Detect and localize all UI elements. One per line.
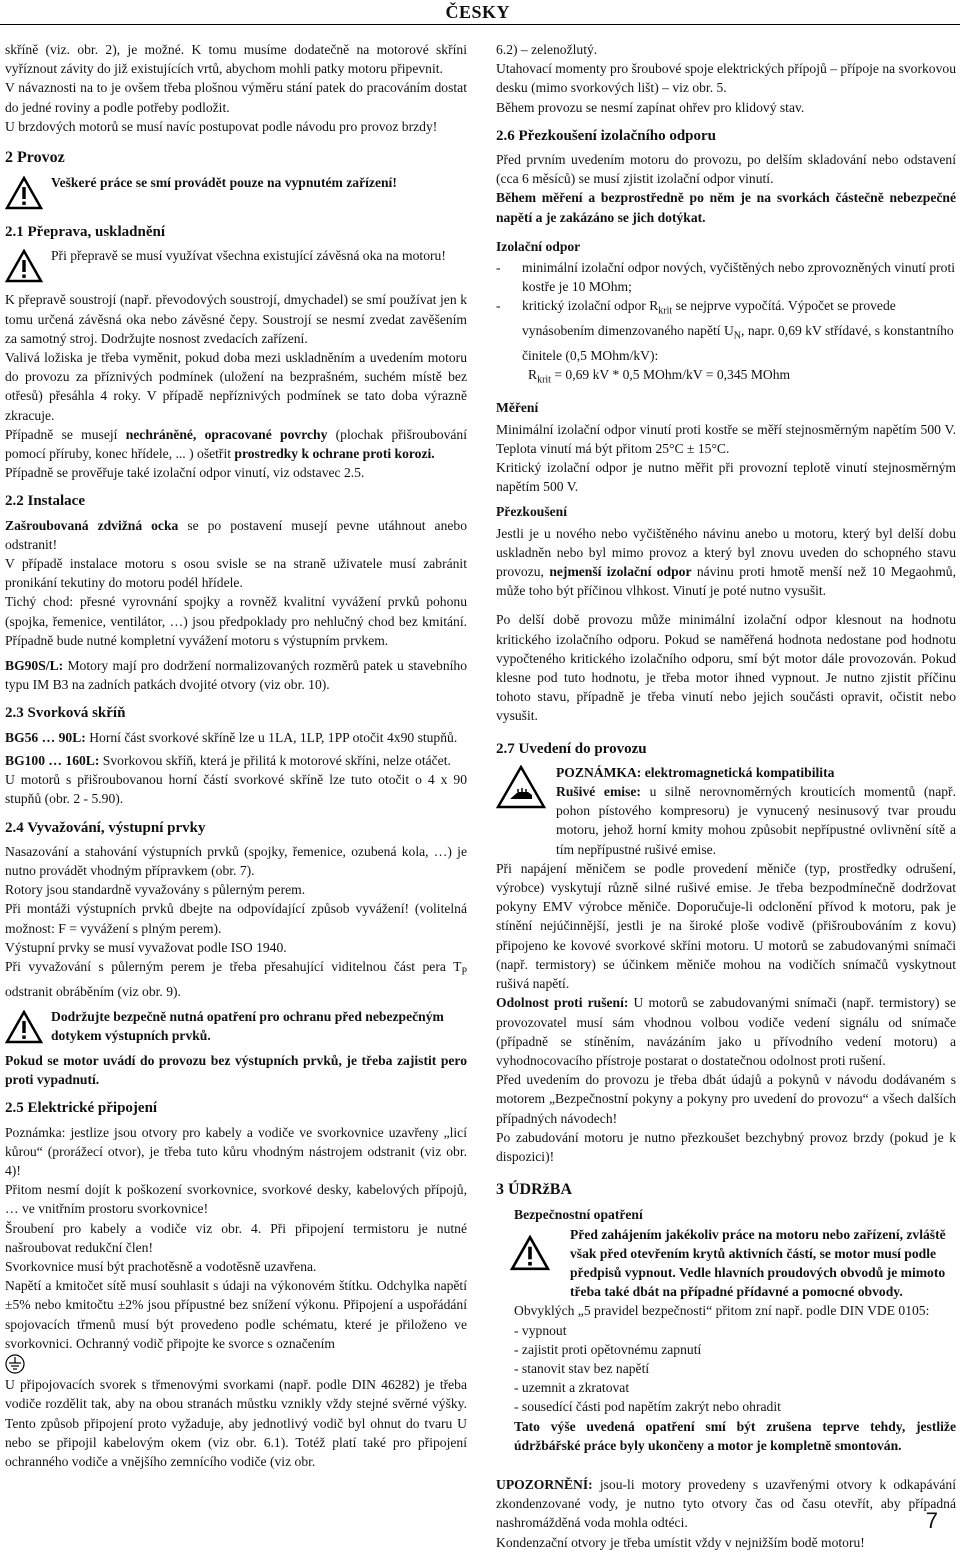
- paragraph: U motorů s přišroubovanou horní částí svorkové skříně lze tuto otočit o 4 x 90 stupňů (obr. 2 - 5.90).: [5, 772, 467, 807]
- emc-note-title: POZNÁMKA: elektromagnetická kompatibilita: [556, 764, 835, 780]
- paragraph: Přitom nesmí dojít k poškození svorkovnice, svorkové desky, kabelových přípojů, … ve vnitřním prostoru svorkovnice!: [5, 1182, 467, 1217]
- paragraph: Případně se prověřuje také izolační odpor vinutí, viz odstavec 2.5.: [5, 465, 365, 481]
- page-number: 7: [925, 1508, 938, 1533]
- paragraph: Během provozu se nesmí zapínat ohřev pro klidový stav.: [496, 99, 805, 115]
- paragraph: Při montáži výstupních prvků dbejte na odpovídající způsob vyvážení! (volitelná možnost: F = vyvážení s plným perem).: [5, 901, 467, 936]
- section-2-title: 2 Provoz: [5, 149, 65, 167]
- paragraph: Svorkovnice musí být prachotěsně a vodotěsně uzavřena.: [5, 1259, 317, 1275]
- warning-triangle-icon: [496, 1225, 570, 1281]
- intro-para-3: U brzdových motorů se musí navíc postupovat podle návodu pro provoz brzdy!: [5, 118, 438, 134]
- warning-text: Veškeré práce se smí provádět pouze na vypnutém zařízení!: [51, 175, 397, 191]
- paragraph: BG90S/L: Motory mají pro dodržení normalizovaných rozměrů patek u stavebního typu IM B3 na zadních patkách dvojité otvory (viz obr. 10).: [5, 658, 467, 693]
- section-2-4-title: 2.4 Vyvažování, výstupní prvky: [5, 819, 206, 836]
- section-2-3-title: 2.3 Svorková skříň: [5, 705, 126, 722]
- list-item: - vypnout: [514, 1322, 567, 1338]
- paragraph: Obvyklých „5 pravidel bezpečnosti“ přitom zní např. podle DIN VDE 0105:: [514, 1303, 930, 1319]
- formula: $R_{krit} = 0,69$ kV * 0,5 MOhm/kV = 0,345 MOhm: [528, 367, 791, 387]
- subsection-title: Přezkoušení: [496, 504, 567, 520]
- section-2-5-title: 2.5 Elektrické připojení: [5, 1100, 158, 1117]
- section-2-7-title: 2.7 Uvedení do provozu: [496, 740, 647, 757]
- list-item: - minimální izolační odpor nových, vyčištěných nebo zprovozněných vinutí proti kostře je 10 MOhm;: [496, 260, 956, 295]
- paragraph: Tichý chod: přesné vyrovnání spojky a rovněž kvalitní vyvážení prvků pohonu (spojka, řemenice, ventilátor, …) jsou předpoklady pro nehlučný chod bez kmitání. Případně bude nutné kompletní vyvážení motoru s výstupním prvkem.: [5, 594, 467, 648]
- paragraph: V případě instalace motoru s osou svisle se na straně uživatele musí zabránit pronikání tekutiny do motoru podél hřídele.: [5, 556, 467, 591]
- hand-warning-icon: [496, 763, 556, 811]
- warning-text: Před zahájením jakékoliv práce na motoru nebo zařízení, zvláště však před otevřením krytů aktivních částí, se motor musí podle předpisů vypnout. Vedle hlavních proudových obvodů je mimoto třeba také dbát na případné přídavné a pomocné obvody.: [570, 1226, 946, 1300]
- paragraph: Tato výše uvedená opatření smí být zrušena teprve tehdy, jestliže údržbářské práce byly ukončeny a motor je kompletně smontován.: [514, 1418, 956, 1453]
- list-item: - kritický izolační odpor $R_{krit}$ se nejprve vypočítá. Výpočet se provede vynásobením dimenzovaného napětí $U_N$, napr. 0,69 kV střídavé, s konstantního činitele (0,5 MOhm/kV):: [496, 298, 954, 364]
- header-rule: [0, 24, 960, 25]
- warning-block: [5, 246, 467, 286]
- paragraph: Rotory jsou standardně vyvažovány s půlerným perem.: [5, 882, 306, 898]
- paragraph: Případně se musejí nechráněné, opracované povrchy (plochak přišroubování pomocí příruby, konec hřídele, ... ) ošetřit prostredky k ochrane proti korozi.: [5, 426, 467, 462]
- paragraph: Šroubení pro kabely a vodiče viz obr. 4. Při připojení termistoru je nutné našroubovat redukční člen!: [5, 1220, 467, 1255]
- warning-text: Dodržujte bezpečně nutná opatření pro ochranu před nebezpečným dotykem výstupních prvků.: [51, 1009, 444, 1044]
- paragraph: Při vyvažování s půlerným perem je třeba přesahující viditelnou část pera $T_P$ odstranit obráběním (viz obr. 9).: [5, 958, 467, 999]
- warning-triangle-icon: [5, 1007, 51, 1047]
- paragraph: Během měření a bezprostředně po něm je na svorkách částečně nebezpečné napětí a je zakázáno se jich dotýkat.: [496, 190, 956, 225]
- right-column: [496, 40, 956, 1552]
- section-2-1-title: 2.1 Přeprava, uskladnění: [5, 224, 166, 241]
- paragraph: Zašroubovaná zdvižná ocka se po postavení musejí pevne utáhnout anebo odstranit!: [5, 517, 467, 552]
- paragraph: Jestli je u nového nebo vyčištěného návinu anebo u motoru, který byl delší dobu uskladněn nebo byl mimo provoz a který byl znovu uveden do schopného stavu provozu, nejmenší izolační odpor návinu proti hmotě menší než 10 Megaohmů, může toho být příčinou vlhkost. Vinutí je poté nutno vysušit.: [496, 525, 957, 599]
- paragraph: Utahovací momenty pro šroubové spoje elektrických přípojů – přípoje na svorkovou desku (mimo svorkových lišt) – viz obr. 5.: [496, 61, 956, 96]
- section-2-2-title: 2.2 Instalace: [5, 493, 85, 510]
- subsection-title: Izolační odpor: [496, 238, 581, 254]
- paragraph: Kritický izolační odpor je nutno měřit při provozní teplotě vinutí stejnosměrným napětím 500 V.: [496, 460, 956, 495]
- section-2-6-title: 2.6 Přezkoušení izolačního odporu: [496, 127, 717, 144]
- paragraph: Před prvním uvedením motoru do provozu, po delším skladování nebo odstavení (cca 6 měsíců) se musí zjistit izolační odpor vinutí.: [496, 152, 956, 187]
- paragraph: Při napájení měničem se podle provedení měniče (typ, prostředky odrušení, výrobce) vyskytují různě silné rušivé emise. Je třeba bezpodmínečně dodržovat pokyny EMV výrobce měniče. Doporučuje-li odclonění přívod k motoru, pak je stínění nejúčinnější, jestli je na široké ploše vodivě (přišroubováním z kovu) připojeno ke kovové svorkové skříni motoru. U motorů se zabudovanými snímači (např. termistory) se účinkem měniče mohou na vodičích snímačů vyskytnout rušivá napětí.: [496, 860, 956, 992]
- paragraph: K přepravě soustrojí (např. převodových soustrojí, dmychadel) se smí používat jen k tomu určená závěsná oka nebo závěsné čepy. Soustrojí se nesmí zvedat zavěšením za samotný stroj. Dodržujte nosnost zvedacích zařízení.: [5, 292, 467, 346]
- emc-note-block: [496, 763, 956, 859]
- warning-triangle-icon: [5, 246, 51, 286]
- paragraph: UPOZORNĚNÍ: jsou-li motory provedeny s uzavřenými otvory k odkapávání zkondenzované vody, je nutno tyto otvory čas od času otevřít, aby případná nashromážděná voda mohla odtéci.: [496, 1476, 956, 1531]
- paragraph: Rušivé emise: u silně nerovnoměrných krouticích momentů (např. pohon pístového kompresoru) je vynucený nesinusový tvar proudu motoru, jehož horní kmity mohou způsobit nepřípustné ovlivnění sítě a tím nepřípustné rušivé emise.: [556, 784, 956, 857]
- section-3-title: 3 ÚDRžBA: [496, 1181, 572, 1199]
- paragraph: Poznámka: jestlize jsou otvory pro kabely a vodiče ve svorkovnice uzavřeny „licí kůrou“ (prorážecí otvor), je třeba tuto kůru vhodným nástrojem odstranit (viz obr. 4)!: [5, 1124, 467, 1179]
- list-item: - zajistit proti opětovnému zapnutí: [514, 1341, 702, 1357]
- paragraph: Odolnost proti rušení: U motorů se zabudovanými snímači (např. termistory) se provozovatel musí sám vhodnou volbou vodiče vedení signálu od snímače (případně se stíněním, navázáním jako u přívodního vedení motoru) a vyhodnocovacího přístroje postarat o dostatečnou odolnost proti rušení.: [496, 995, 956, 1068]
- warning-block: [5, 173, 467, 213]
- safety-subtitle: Bezpečnostní opatření: [514, 1207, 643, 1223]
- list-item: - sousedící části pod napětím zakrýt nebo ohradit: [514, 1399, 781, 1415]
- paragraph: Pokud se motor uvádí do provozu bez výstupních prvků, je třeba zajistit pero proti vypadnutí.: [5, 1053, 467, 1088]
- paragraph: Po delší době provozu může minimální izolační odpor klesnout na hodnotu kritického izolačního odporu. Pokud se naměřená hodnota nedostane pod hodnotu vypočteného kritického izolačního odporu, smí být motor dále provozován. Pokud klesne pod tuto hodnotu, je třeba motor ihned vypnout. Je nutno zjistit příčinu tohoto stavu, případně je třeba vinutí nebo jejich součásti opravit, očistit nebo vysušit.: [496, 612, 956, 724]
- intro-para-1: skříně (viz. obr. 2), je možné. K tomu musíme dodatečně na motorové skříni vyříznout závity do již existujících vrtů, abychom mohli patky motoru připevnit.: [5, 42, 467, 77]
- paragraph: BG56 … 90L: Horní část svorkové skříně lze u 1LA, 1LP, 1PP otočit 4x90 stupňů.: [5, 729, 458, 745]
- paragraph: Kondenzační otvory je třeba umístit vždy v nejnižším bodě motoru!: [496, 1534, 865, 1550]
- paragraph: Nasazování a stahování výstupních prvků (spojky, řemenice, ozubená kola, …) je nutno provádět vhodným přípravkem (obr. 7).: [5, 843, 467, 878]
- paragraph: Minimální izolační odpor vinutí proti kostře se měří stejnosměrným napětím 500 V. Teplota vinutí má být přitom 25°C ± 15°C.: [496, 421, 956, 456]
- intro-para-2: V návaznosti na to je ovšem třeba plošnou výměru stání patek do pracováním dostat do jedné roviny a podle potřeby podložit.: [5, 80, 467, 115]
- paragraph: Valivá ložiska je třeba vyměnit, pokud doba mezi uskladněním a uvedením motoru do provozu za příznivých podmínek (uložení na bezprašném, suchém místě bez otřesů) přesáhla 4 roky. V případě nepříznivých podmínek se tato doba výrazně zkracuje.: [5, 350, 467, 423]
- list-item: - stanovit stav bez napětí: [514, 1360, 650, 1376]
- ground-symbol-icon: [5, 1353, 467, 1375]
- warning-block: [496, 1225, 956, 1302]
- paragraph: Před uvedením do provozu je třeba dbát údajů a pokynů v návodu dodávaném s motorem „Bezpečnostní pokyny a pokyny pro uvedení do provozu“ a všech dalších případných návodech!: [496, 1072, 956, 1126]
- left-column: [5, 40, 467, 1471]
- subsection-title: Měření: [496, 400, 539, 416]
- paragraph: Výstupní prvky se musí vyvažovat podle ISO 1940.: [5, 939, 287, 955]
- warning-triangle-icon: [5, 173, 51, 213]
- list-item: - uzemnit a zkratovat: [514, 1380, 630, 1396]
- language-label: ČESKY: [445, 2, 510, 22]
- paragraph: Po zabudování motoru je nutno přezkoušet bezchybný provoz brzdy (pokud je k dispozici)!: [496, 1129, 956, 1164]
- warning-block: [5, 1007, 467, 1047]
- paragraph: Napětí a kmitočet sítě musí souhlasit s údaji na výkonovém štítku. Odchylka napětí ±5% nebo kmitočtu ±2% jsou přípustné bez snížení výkonu. Připojení a uspořádání spojovacích třmenů musí být provedeno podle schématu, které je přiloženo ve svorkovnici. Ochranný vodič připojte ke svorce s označením: [5, 1278, 467, 1351]
- paragraph: 6.2) – zelenožlutý.: [496, 42, 598, 57]
- warning-text: Při přepravě se musí využívat všechna existující závěsná oka na motoru!: [51, 248, 446, 264]
- paragraph: U připojovacích svorek s třmenovými svorkami (např. podle DIN 46282) je třeba vodiče rozdělit tak, aby na obou stranách můstku vznikly vždy stejné svěrné výšky. Tento způsob připojení proto vyžaduje, aby jednotlivý vodič byl ohnut do tvaru U nebo se připojil kabelovým okem (viz obr. 6.1). Totéž platí také pro připojení ochranného vodiče a vnějšího zemnícího vodiče (viz obr.: [5, 1377, 467, 1469]
- page-header: [0, 0, 960, 22]
- paragraph: BG100 … 160L: Svorkovou skříň, která je přilitá k motorové skříni, nelze otáčet.: [5, 752, 451, 768]
